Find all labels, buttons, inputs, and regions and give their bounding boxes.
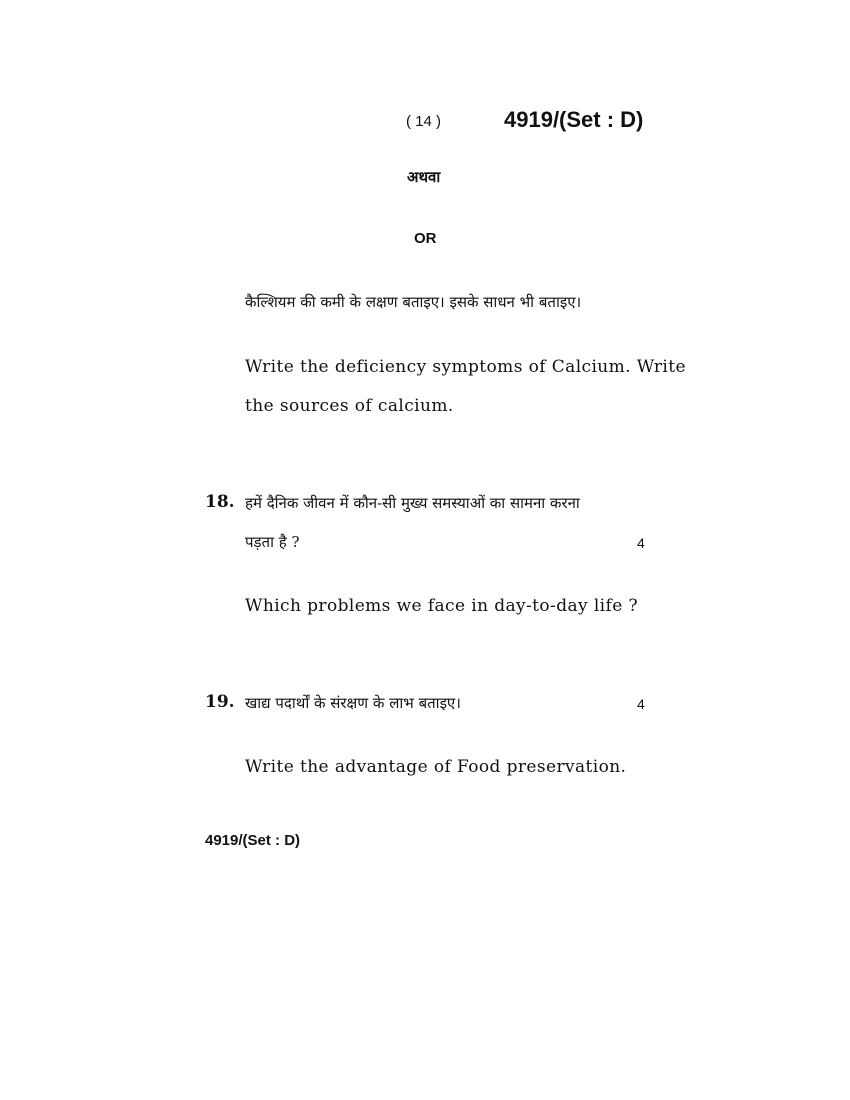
question-number: 19. xyxy=(205,692,235,712)
question-number: 18. xyxy=(205,492,235,512)
or-label-hindi: अथवा xyxy=(407,168,441,186)
question-hindi-line1: खाद्य पदार्थों के संरक्षण के लाभ बताइए। xyxy=(245,694,461,712)
question-english: Which problems we face in day-to-day life ? xyxy=(245,596,638,616)
question-hindi-line1: हमें दैनिक जीवन में कौन-सी मुख्य समस्याओं का सामना करना xyxy=(245,494,580,512)
alt-question-english-line1: Write the deficiency symptoms of Calcium. Write xyxy=(245,357,686,377)
or-label-english: OR xyxy=(414,230,437,247)
page-number: ( 14 ) xyxy=(406,113,442,130)
question-hindi-line2: पड़ता है ? xyxy=(245,533,300,551)
paper-code-header: 4919/(Set : D) xyxy=(504,107,644,132)
paper-code-footer: 4919/(Set : D) xyxy=(205,832,301,849)
marks: 4 xyxy=(637,535,645,551)
question-english: Write the advantage of Food preservation. xyxy=(245,757,627,777)
alt-question-english-line2: the sources of calcium. xyxy=(245,396,454,416)
alt-question-hindi: कैल्शियम की कमी के लक्षण बताइए। इसके साधन भी बताइए। xyxy=(245,293,582,311)
marks: 4 xyxy=(637,696,645,712)
